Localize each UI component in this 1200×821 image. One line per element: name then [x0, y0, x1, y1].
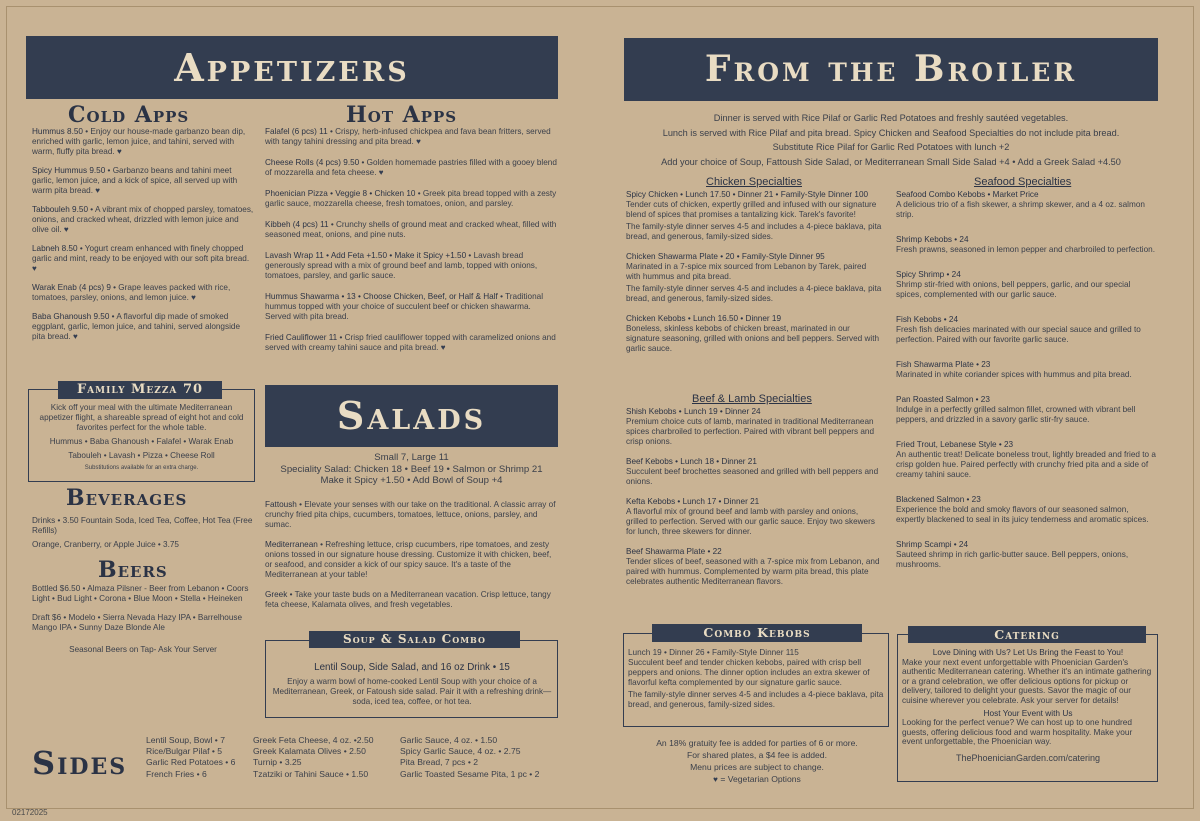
juice-item: Orange, Cranberry, or Apple Juice • 3.75 [32, 540, 179, 549]
menu-item: Baba Ghanoush 9.50 • A flavorful dip made of smoked eggplant, garlic, lemon juice, and tahini, served alongside pita bread. ♥ [32, 312, 241, 341]
side-item: Greek Feta Cheese, 4 oz. •2.50 [253, 735, 374, 745]
menu-item: Blackened Salmon • 23 Experience the bold and smoky flavors of our seasoned salmon, expertly blackened to seal in its juicy tenderness and aromatic spices. [896, 495, 1149, 524]
combo-kebobs-desc: Succulent beef and tender chicken kebobs, paired with crisp bell peppers and onions. The dinner option includes an extra skewer of flavorful kefta complemented by our signature garlic sauce. [628, 658, 870, 687]
broiler-intro [624, 111, 1158, 170]
menu-item: Shrimp Kebobs • 24 Fresh prawns, seasoned in lemon pepper and charbroiled to perfection. [896, 235, 1155, 254]
family-mezza-desc: Kick off your meal with the ultimate Mediterranean appetizer flight, a shareable spread of eight hot and cold favorites perfect for the whole table. [39, 403, 244, 432]
catering-title: Catering [908, 626, 1146, 643]
seafood-specialties-list [896, 190, 1158, 577]
menu-item: Cheese Rolls (4 pcs) 9.50 • Golden homemade pastries filled with a gooey blend of mozzarella and feta cheese. ♥ [265, 158, 557, 177]
chicken-specialties-list [626, 190, 882, 361]
vegetarian-heart-icon: ♥ [63, 225, 69, 234]
catering-headline: Love Dining with Us? Let Us Bring the Feast to You! [932, 647, 1124, 657]
menu-item: Beef Shawarma Plate • 22 Tender slices of beef, seasoned with a 7-spice mix from Lebanon, and paired with hummus. Complemented by warm pita bread, this plate celebrates authentic Mediterranean flavors. [626, 547, 880, 586]
broiler-intro-line: Lunch is served with Rice Pilaf and pita bread. Spicy Chicken and Seafood Specialties do not include pita bread. [662, 127, 1120, 138]
broiler-intro-line: Substitute Rice Pilaf for Garlic Red Potatoes with lunch +2 [772, 142, 1010, 153]
family-mezza-note: Substitutions available for an extra charge. [84, 465, 199, 471]
side-item: French Fries • 6 [146, 768, 207, 779]
menu-item: Beef Kebobs • Lunch 18 • Dinner 21 Succulent beef brochettes seasoned and grilled with bell peppers and onions. [626, 457, 879, 486]
menu-item: Chicken Kebobs • Lunch 16.50 • Dinner 19 Boneless, skinless kebobs of chicken breast, marinated in our signature seasoning, grilled with onions and bell peppers. Served with garlic sauce. [626, 314, 880, 353]
vegetarian-heart-icon: ♥ [32, 264, 37, 273]
beef-lamb-specialties-list [626, 407, 882, 594]
vegetarian-heart-icon: ♥ [191, 293, 196, 302]
soup-combo-headline: Lentil Soup, Side Salad, and 16 oz Drink • 15 [314, 662, 510, 673]
menu-item: Chicken Shawarma Plate • 20 • Family-Style Dinner 95 Marinated in a 7-spice mix sourced from Lebanon by Tarek, paired with hummus and pita bread. The family-style dinner serves 4-5 and includes a 4-piece baklava, pita bread, and generous, family-sized sides. [626, 252, 882, 303]
cold-apps-list [32, 127, 254, 349]
menu-item: Mediterranean • Refreshing lettuce, crisp cucumbers, ripe tomatoes, and zesty onions tossed in our signature house dressing. Customize it with chicken, beef, or seafood, and consider a kick of our spicy sauce. It's a taste of the Mediterranean at your table! [265, 540, 552, 579]
side-item: Lentil Soup, Bowl • 7 [146, 735, 225, 745]
side-item: Garlic Toasted Sesame Pita, 1 pc • 2 [400, 768, 540, 779]
vegetarian-heart-icon: ♥ [416, 137, 421, 146]
sides-col-3 [400, 735, 558, 780]
soup-salad-combo-content [272, 662, 552, 707]
footer-notes [624, 737, 890, 785]
menu-item: Spicy Shrimp • 24 Shrimp stir-fried with onions, bell peppers, garlic, and our special spices, complemented with our garlic sauce. [896, 270, 1131, 299]
family-mezza-line2: Tabouleh • Lavash • Pizza • Cheese Roll [68, 451, 215, 460]
salads-banner: Salads [265, 385, 558, 447]
draft-beer-item: Draft $6 • Modelo • Sierra Nevada Hazy IPA • Barrelhouse Mango IPA • Sunny Daze Blonde Ale [32, 613, 243, 632]
menu-item: Lavash Wrap 11 • Add Feta +1.50 • Make it Spicy +1.50 • Lavash bread generously spread with a mix of ground beef and lamb, topped with onions, tomatoes, parsley, and garlic sauce. [265, 251, 538, 280]
menu-item: Fattoush • Elevate your senses with our take on the traditional. A classic array of crunchy fried pita chips, cucumbers, tomatoes, lettuce, onions, parsley, and sumac. [265, 500, 556, 529]
host-event-desc: Looking for the perfect venue? We can host up to one hundred guests, offering delicious food and warm hospitality. Make your event unforgettable, the Phoenician way. [902, 717, 1133, 747]
broiler-intro-line: Dinner is served with Rice Pilaf or Garlic Red Potatoes and freshly sautéed vegetables. [713, 113, 1069, 123]
side-item: Garlic Red Potatoes • 6 [146, 757, 236, 768]
combo-kebobs-note: The family-style dinner serves 4-5 and includes a 4-piece baklava, pita bread, and generous, family-sized sides. [628, 690, 884, 709]
menu-item: Spicy Chicken • Lunch 17.50 • Dinner 21 • Family-Style Dinner 100 Tender cuts of chicken, expertly grilled and infused with our signature blend of spices that promises a tantalizing kick. Tarek's favorite! The family-style dinner serves 4-5 and includes a 4-piece baklava, pita bread, and generous, family-sized sides. [626, 190, 882, 241]
vegetarian-heart-icon: ♥ [116, 147, 122, 156]
beers-list [32, 584, 254, 655]
broiler-banner: From the Broiler [624, 38, 1158, 101]
menu-item: Shrimp Scampi • 24 Sauteed shrimp in rich garlic-butter sauce. Bell peppers, onions, mushrooms. [896, 540, 1129, 569]
menu-item: Kibbeh (4 pcs) 11 • Crunchy shells of ground meat and cracked wheat, filled with seasoned meat, onions, and pine nuts. [265, 220, 557, 239]
vegetarian-heart-icon: ♥ [378, 168, 384, 177]
catering-desc: Make your next event unforgettable with Phoenician Garden's authentic Mediterranean catering. Whether it's an intimate gathering or a grand celebration, we offer delicious options for pickup or delivery, tailored to delight your guests. Savor the magic of our cuisine wherever you celebrate. Ask your server for details! [902, 656, 1152, 706]
seasonal-beer-note: Seasonal Beers on Tap- Ask Your Server [69, 645, 217, 654]
side-item: Tzatziki or Tahini Sauce • 1.50 [253, 768, 369, 779]
side-item: Rice/Bulgar Pilaf • 5 [146, 746, 223, 757]
family-mezza-line1: Hummus • Baba Ghanoush • Falafel • Warak Enab [49, 437, 234, 446]
soup-salad-combo-title: Soup & Salad Combo [309, 631, 520, 648]
salad-sizes: Small 7, Large 11 [374, 452, 449, 463]
seafood-specialties-title: Seafood Specialties [974, 176, 1072, 188]
vegetarian-heart-icon: ♥ [72, 332, 78, 341]
soup-combo-desc: Enjoy a warm bowl of home-cooked Lentil Soup with your choice of a Mediterranean, Greek, or Fatoush side salad. Pair it with a refreshing drink—soda, iced tea, coffee, or hot tea. [272, 676, 552, 706]
menu-item: Hummus Shawarma • 13 • Choose Chicken, Beef, or Half & Half • Traditional hummus topped with your choice of succulent beef or chicken shawarma. Served with pita bread. [265, 292, 544, 321]
side-item: Pita Bread, 7 pcs • 2 [400, 757, 479, 768]
menu-item: Tabbouleh 9.50 • A vibrant mix of chopped parsley, tomatoes, onions, and cracked wheat, drizzled with lemon juice and olive oil. ♥ [32, 205, 254, 234]
vegetarian-legend: = Vegetarian Options [720, 774, 801, 785]
beverages-title: Beverages [66, 485, 188, 511]
chicken-specialties-title: Chicken Specialties [706, 176, 802, 188]
gratuity-note: An 18% gratuity fee is added for parties of 6 or more. [656, 738, 858, 748]
menu-item: Kefta Kebobs • Lunch 17 • Dinner 21 A flavorful mix of ground beef and lamb with parsley and onions, grilled to perfection. Served with our garlic sauce. Enjoy two skewers for lunch, three skewers for dinner. [626, 497, 875, 536]
vegetarian-heart-icon: ♥ [713, 775, 718, 785]
menu-item: Warak Enab (4 pcs) 9 • Grape leaves packed with rice, tomatoes, parsley, onions, and lemon juice. ♥ [32, 283, 231, 302]
menu-item: Seafood Combo Kebobs • Market Price A delicious trio of a fish skewer, a shrimp skewer, and a 4 oz. salmon strip. [896, 190, 1145, 219]
sides-col-1 [146, 735, 251, 780]
vegetarian-heart-icon: ♥ [95, 186, 101, 195]
combo-kebobs-content [628, 648, 886, 710]
cold-apps-title: Cold Apps [68, 102, 190, 128]
sides-title: Sides [32, 744, 128, 782]
family-mezza-content [34, 403, 249, 472]
bottled-beer-item: Bottled $6.50 • Almaza Pilsner - Beer from Lebanon • Coors Light • Bud Light • Corona • Blue Moon • Stella • Heineken [32, 584, 249, 603]
side-item: Garlic Sauce, 4 oz. • 1.50 [400, 735, 498, 745]
salads-list [265, 500, 557, 617]
menu-item: Fish Kebobs • 24 Fresh fish delicacies marinated with our special sauce and grilled to perfection. Paired with our favorite garlic sauce. [896, 315, 1141, 344]
drinks-item: Drinks • 3.50 Fountain Soda, Iced Tea, Coffee, Hot Tea (Free Refills) [32, 516, 253, 535]
shared-plate-note: For shared plates, a $4 fee is added. [687, 750, 827, 761]
menu-item: Falafel (6 pcs) 11 • Crispy, herb-infused chickpea and fava bean fritters, served with tangy tahini dressing and pita bread. ♥ [265, 127, 551, 146]
vegetarian-heart-icon: ♥ [440, 343, 446, 352]
menu-item: Fish Shawarma Plate • 23 Marinated in white coriander spices with hummus and pita bread. [896, 360, 1132, 379]
side-item: Turnip • 3.25 [253, 757, 302, 768]
menu-item: Labneh 8.50 • Yogurt cream enhanced with finely chopped garlic and mint, ready to be enjoyed with our soft pita bread. ♥ [32, 244, 250, 273]
price-change-note: Menu prices are subject to change. [690, 762, 824, 773]
salad-extras: Make it Spicy +1.50 • Add Bowl of Soup +4 [320, 475, 503, 487]
beef-lamb-specialties-title: Beef & Lamb Specialties [692, 393, 812, 405]
appetizers-banner: Appetizers [26, 36, 558, 99]
sides-col-2 [253, 735, 395, 780]
salads-pricing [265, 452, 558, 487]
hot-apps-title: Hot Apps [346, 102, 458, 128]
menu-item: Shish Kebobs • Lunch 19 • Dinner 24 Premium choice cuts of lamb, marinated in traditional Mediterranean spices charbroiled to perfection. Paired with vibrant bell peppers and crisp onions. [626, 407, 875, 446]
beers-title: Beers [98, 557, 168, 583]
side-item: Spicy Garlic Sauce, 4 oz. • 2.75 [400, 746, 521, 757]
family-mezza-title: Family Mezza 70 [58, 381, 222, 399]
menu-item: Greek • Take your taste buds on a Mediterranean vacation. Crisp lettuce, tangy feta cheese, Kalamata olives, and fresh vegetables. [265, 590, 551, 609]
date-code: 02172025 [12, 808, 48, 817]
broiler-intro-line: Add your choice of Soup, Fattoush Side Salad, or Mediterranean Small Side Salad +4 • Add a Greek Salad +4.50 [661, 157, 1121, 168]
menu-item: Fried Trout, Lebanese Style • 23 An authentic treat! Delicate boneless trout, lightly breaded and fried to a crisp golden hue. Paired perfectly with crunchy fried pita and a side of creamy tahini sauce. [896, 440, 1156, 479]
menu-item: Fried Cauliflower 11 • Crisp fried cauliflower topped with caramelized onions and served with creamy tahini sauce and pita bread. ♥ [265, 333, 556, 352]
menu-item: Phoenician Pizza • Veggie 8 • Chicken 10 • Greek pita bread topped with a zesty garlic sauce, mozzarella cheese, fresh tomatoes, onion, and parsley. [265, 189, 557, 208]
catering-url-link[interactable]: ThePhoenicianGarden.com/catering [955, 753, 1101, 764]
menu-item: Hummus 8.50 • Enjoy our house-made garbanzo bean dip, enriched with garlic, lemon juice, and tahini, served with warm, fluffy pita bread. ♥ [32, 127, 246, 156]
combo-kebobs-price: Lunch 19 • Dinner 26 • Family-Style Dinner 115 [628, 648, 799, 657]
side-item: Greek Kalamata Olives • 2.50 [253, 746, 366, 757]
menu-item: Spicy Hummus 9.50 • Garbanzo beans and tahini meet garlic, lemon juice, and a kick of spice, all served up with warm pita bread. ♥ [32, 166, 238, 195]
host-event-headline: Host Your Event with Us [983, 707, 1073, 718]
catering-content [902, 648, 1154, 764]
hot-apps-list [265, 127, 557, 360]
combo-kebobs-title: Combo Kebobs [652, 624, 862, 642]
menu-item: Pan Roasted Salmon • 23 Indulge in a perfectly grilled salmon fillet, crowned with vibrant bell peppers, and drizzled in a savory garlic stir-fry sauce. [896, 395, 1136, 424]
beverages-list [32, 516, 254, 550]
salad-specialty: Speciality Salad: Chicken 18 • Beef 19 • Salmon or Shrimp 21 [280, 463, 543, 475]
